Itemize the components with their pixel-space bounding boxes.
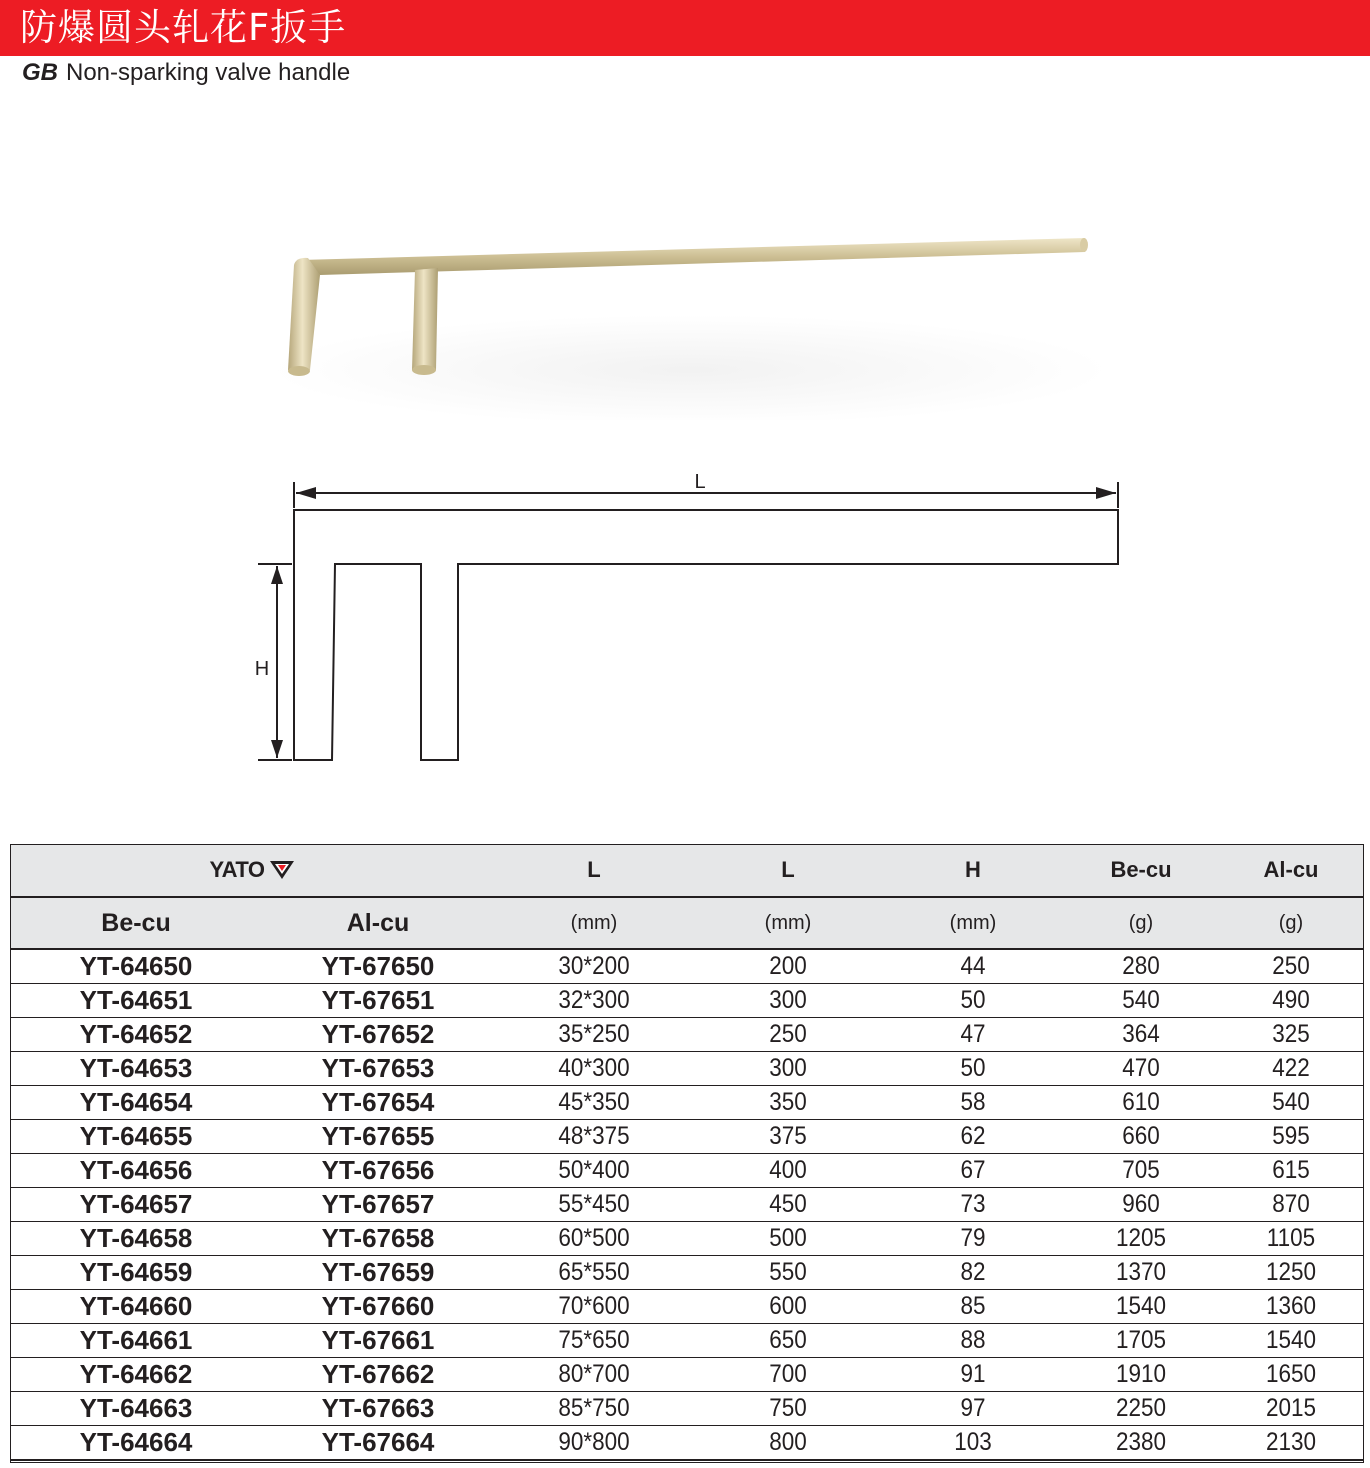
brand-name: YATO bbox=[209, 857, 265, 882]
cell-size: 70*600 bbox=[504, 1290, 684, 1324]
cell-becu-code: YT-64659 bbox=[10, 1256, 262, 1290]
cell-alcu-code: YT-67654 bbox=[262, 1086, 494, 1120]
cell-size: 60*500 bbox=[504, 1222, 684, 1256]
cell-height: 91 bbox=[891, 1358, 1055, 1392]
table-row bbox=[10, 1188, 1364, 1222]
cell-size: 50*400 bbox=[504, 1154, 684, 1188]
subtitle-text: Non-sparking valve handle bbox=[66, 59, 351, 86]
product-subtitle bbox=[22, 58, 350, 88]
cell-height: 50 bbox=[891, 1052, 1055, 1086]
cell-alcu-code: YT-67656 bbox=[262, 1154, 494, 1188]
cell-alcu-weight: 325 bbox=[1225, 1018, 1356, 1052]
brand bbox=[209, 857, 294, 883]
cell-alcu-code: YT-67657 bbox=[262, 1188, 494, 1222]
cell-length: 650 bbox=[703, 1324, 872, 1358]
cell-alcu-code: YT-67662 bbox=[262, 1358, 494, 1392]
handle-bar bbox=[300, 238, 1087, 275]
arrow-bottom bbox=[271, 740, 283, 758]
cell-becu-weight: 960 bbox=[1072, 1188, 1211, 1222]
yato-logo-icon bbox=[269, 860, 295, 880]
outline bbox=[294, 510, 1118, 760]
table-row bbox=[10, 1392, 1364, 1426]
table-row bbox=[10, 1222, 1364, 1256]
cell-height: 85 bbox=[891, 1290, 1055, 1324]
cell-becu-weight: 1205 bbox=[1072, 1222, 1211, 1256]
cell-height: 88 bbox=[891, 1324, 1055, 1358]
cell-size: 30*200 bbox=[504, 949, 684, 984]
cell-becu-code: YT-64655 bbox=[10, 1120, 262, 1154]
cell-becu-weight: 1370 bbox=[1072, 1256, 1211, 1290]
cell-length: 550 bbox=[703, 1256, 872, 1290]
cell-becu-weight: 1540 bbox=[1072, 1290, 1211, 1324]
cell-alcu-weight: 1360 bbox=[1225, 1290, 1356, 1324]
cell-becu-weight: 364 bbox=[1072, 1018, 1211, 1052]
cell-size: 45*350 bbox=[504, 1086, 684, 1120]
cell-alcu-weight: 1650 bbox=[1225, 1358, 1356, 1392]
cell-height: 79 bbox=[891, 1222, 1055, 1256]
cell-becu-weight: 2250 bbox=[1072, 1392, 1211, 1426]
table-row bbox=[10, 949, 1364, 984]
cell-becu-code: YT-64662 bbox=[10, 1358, 262, 1392]
cell-size: 40*300 bbox=[504, 1052, 684, 1086]
cell-becu-code: YT-64664 bbox=[10, 1426, 262, 1461]
cell-alcu-code: YT-67663 bbox=[262, 1392, 494, 1426]
table-header-row bbox=[10, 844, 1364, 897]
cell-becu-code: YT-64657 bbox=[10, 1188, 262, 1222]
cell-height: 62 bbox=[891, 1120, 1055, 1154]
cell-height: 103 bbox=[891, 1426, 1055, 1461]
technical-drawing bbox=[240, 460, 1140, 780]
dimension-l-label: L bbox=[694, 471, 706, 493]
cell-height: 82 bbox=[891, 1256, 1055, 1290]
cell-height: 97 bbox=[891, 1392, 1055, 1426]
cell-alcu-weight: 615 bbox=[1225, 1154, 1356, 1188]
header-becu-code: Be-cu bbox=[10, 897, 262, 949]
cell-becu-weight: 2380 bbox=[1072, 1426, 1211, 1461]
table-row bbox=[10, 1256, 1364, 1290]
cell-becu-code: YT-64660 bbox=[10, 1290, 262, 1324]
header-l: L bbox=[694, 844, 882, 897]
cell-becu-code: YT-64654 bbox=[10, 1086, 262, 1120]
cell-length: 250 bbox=[703, 1018, 872, 1052]
cell-becu-code: YT-64651 bbox=[10, 984, 262, 1018]
page-title: 防爆圆头轧花F扳手 bbox=[20, 6, 347, 49]
cell-becu-weight: 610 bbox=[1072, 1086, 1211, 1120]
cell-height: 67 bbox=[891, 1154, 1055, 1188]
header-alcu-weight: Al-cu bbox=[1218, 844, 1364, 897]
table-row bbox=[10, 1052, 1364, 1086]
standard-label: GB bbox=[22, 59, 58, 86]
cell-length: 300 bbox=[703, 1052, 872, 1086]
table-body bbox=[10, 949, 1364, 1460]
table-row bbox=[10, 1358, 1364, 1392]
cell-size: 32*300 bbox=[504, 984, 684, 1018]
cell-becu-code: YT-64652 bbox=[10, 1018, 262, 1052]
cell-length: 375 bbox=[703, 1120, 872, 1154]
header-becu-weight: Be-cu bbox=[1064, 844, 1218, 897]
cell-alcu-code: YT-67658 bbox=[262, 1222, 494, 1256]
cell-alcu-weight: 870 bbox=[1225, 1188, 1356, 1222]
cell-length: 750 bbox=[703, 1392, 872, 1426]
cell-alcu-weight: 2015 bbox=[1225, 1392, 1356, 1426]
table-row bbox=[10, 1086, 1364, 1120]
cell-height: 47 bbox=[891, 1018, 1055, 1052]
cell-height: 50 bbox=[891, 984, 1055, 1018]
cell-becu-code: YT-64653 bbox=[10, 1052, 262, 1086]
cell-length: 350 bbox=[703, 1086, 872, 1120]
cell-alcu-code: YT-67653 bbox=[262, 1052, 494, 1086]
cell-alcu-code: YT-67661 bbox=[262, 1324, 494, 1358]
unit-cell: (mm) bbox=[494, 897, 694, 949]
cell-length: 600 bbox=[703, 1290, 872, 1324]
cell-becu-weight: 1705 bbox=[1072, 1324, 1211, 1358]
cell-becu-code: YT-64656 bbox=[10, 1154, 262, 1188]
cell-size: 55*450 bbox=[504, 1188, 684, 1222]
unit-cell: (mm) bbox=[882, 897, 1064, 949]
cell-alcu-code: YT-67650 bbox=[262, 949, 494, 984]
unit-cell: (g) bbox=[1064, 897, 1218, 949]
cell-size: 65*550 bbox=[504, 1256, 684, 1290]
cell-length: 300 bbox=[703, 984, 872, 1018]
product-photo bbox=[260, 220, 1120, 420]
cell-size: 75*650 bbox=[504, 1324, 684, 1358]
cell-alcu-weight: 422 bbox=[1225, 1052, 1356, 1086]
cell-alcu-code: YT-67659 bbox=[262, 1256, 494, 1290]
cell-length: 200 bbox=[703, 949, 872, 984]
cell-alcu-weight: 595 bbox=[1225, 1120, 1356, 1154]
title-bar bbox=[0, 0, 1370, 56]
table-subheader-row bbox=[10, 897, 1364, 949]
cell-becu-weight: 540 bbox=[1072, 984, 1211, 1018]
cell-alcu-code: YT-67664 bbox=[262, 1426, 494, 1461]
header-l-size: L bbox=[494, 844, 694, 897]
cell-alcu-code: YT-67655 bbox=[262, 1120, 494, 1154]
table-row bbox=[10, 1324, 1364, 1358]
cell-becu-weight: 470 bbox=[1072, 1052, 1211, 1086]
cell-alcu-weight: 540 bbox=[1225, 1086, 1356, 1120]
cell-height: 73 bbox=[891, 1188, 1055, 1222]
cell-height: 44 bbox=[891, 949, 1055, 984]
cell-alcu-weight: 1540 bbox=[1225, 1324, 1356, 1358]
spec-table bbox=[10, 844, 1364, 1461]
header-alcu-code: Al-cu bbox=[262, 897, 494, 949]
cell-size: 85*750 bbox=[504, 1392, 684, 1426]
cell-size: 35*250 bbox=[504, 1018, 684, 1052]
arrow-top bbox=[271, 566, 283, 584]
cell-length: 800 bbox=[703, 1426, 872, 1461]
handle-leg-middle bbox=[412, 268, 438, 370]
cell-becu-code: YT-64658 bbox=[10, 1222, 262, 1256]
header-h: H bbox=[882, 844, 1064, 897]
cell-becu-code: YT-64663 bbox=[10, 1392, 262, 1426]
cell-alcu-code: YT-67652 bbox=[262, 1018, 494, 1052]
cell-becu-weight: 705 bbox=[1072, 1154, 1211, 1188]
cell-becu-weight: 1910 bbox=[1072, 1358, 1211, 1392]
unit-cell: (mm) bbox=[694, 897, 882, 949]
dimension-h-label: H bbox=[254, 658, 270, 680]
cell-size: 80*700 bbox=[504, 1358, 684, 1392]
table-row bbox=[10, 1290, 1364, 1324]
cell-size: 90*800 bbox=[504, 1426, 684, 1461]
cell-becu-weight: 280 bbox=[1072, 949, 1211, 984]
cell-alcu-weight: 490 bbox=[1225, 984, 1356, 1018]
table-row bbox=[10, 1120, 1364, 1154]
cell-becu-weight: 660 bbox=[1072, 1120, 1211, 1154]
cell-alcu-weight: 1105 bbox=[1225, 1222, 1356, 1256]
cell-length: 700 bbox=[703, 1358, 872, 1392]
table-row bbox=[10, 1426, 1364, 1461]
cell-length: 450 bbox=[703, 1188, 872, 1222]
cell-alcu-weight: 2130 bbox=[1225, 1426, 1356, 1461]
arrow-right bbox=[1096, 487, 1116, 499]
cell-length: 400 bbox=[703, 1154, 872, 1188]
table-row bbox=[10, 1018, 1364, 1052]
cell-alcu-code: YT-67660 bbox=[262, 1290, 494, 1324]
cell-alcu-code: YT-67651 bbox=[262, 984, 494, 1018]
cell-height: 58 bbox=[891, 1086, 1055, 1120]
cell-size: 48*375 bbox=[504, 1120, 684, 1154]
brand-cell bbox=[10, 844, 494, 897]
table-row bbox=[10, 984, 1364, 1018]
cell-becu-code: YT-64661 bbox=[10, 1324, 262, 1358]
cell-alcu-weight: 1250 bbox=[1225, 1256, 1356, 1290]
cell-becu-code: YT-64650 bbox=[10, 949, 262, 984]
arrow-left bbox=[296, 487, 316, 499]
cell-alcu-weight: 250 bbox=[1225, 949, 1356, 984]
cell-length: 500 bbox=[703, 1222, 872, 1256]
table-row bbox=[10, 1154, 1364, 1188]
unit-cell: (g) bbox=[1218, 897, 1364, 949]
